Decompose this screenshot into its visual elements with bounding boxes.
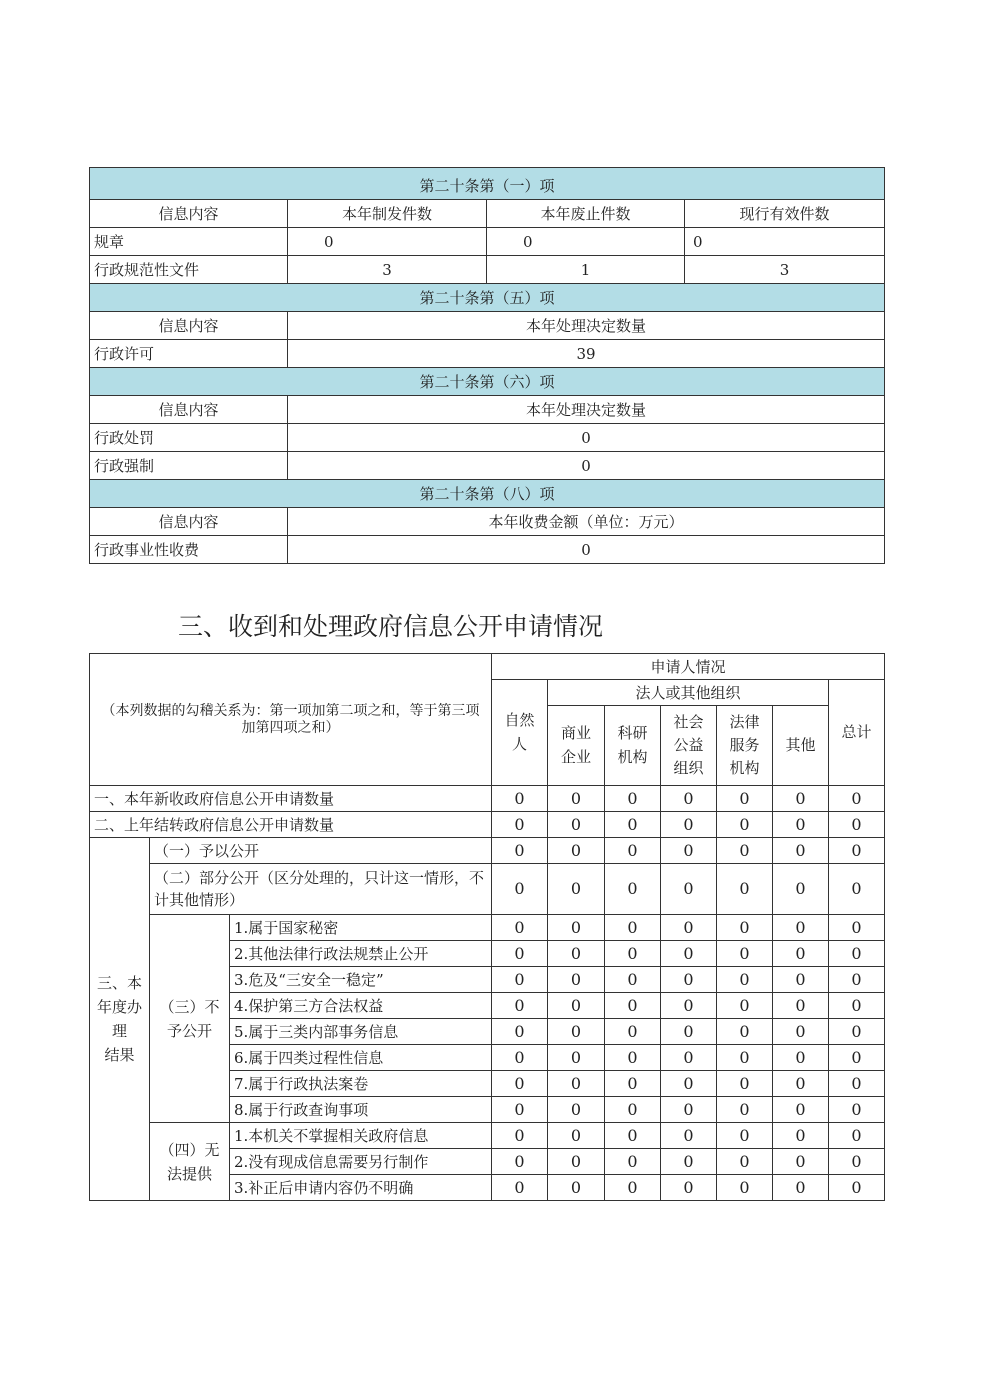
count-cell: 0 xyxy=(605,864,661,915)
count-cell: 0 xyxy=(605,967,661,993)
count-cell: 0 xyxy=(717,1071,773,1097)
count-cell: 0 xyxy=(717,993,773,1019)
count-cell: 0 xyxy=(773,1019,829,1045)
table-row xyxy=(90,508,885,536)
count-cell: 0 xyxy=(773,1175,829,1201)
count-cell: 0 xyxy=(492,838,548,864)
count-cell: 0 xyxy=(548,941,605,967)
count-cell: 0 xyxy=(829,1097,885,1123)
table-row xyxy=(90,396,885,424)
count-cell: 0 xyxy=(661,864,717,915)
col-fees-header: 本年收费金额（单位：万元） xyxy=(288,508,885,536)
count-cell: 0 xyxy=(773,786,829,812)
col-info-header: 信息内容 xyxy=(90,312,288,340)
notopen-reason-label: 4.保护第三方合法权益 xyxy=(230,993,492,1019)
count-cell: 0 xyxy=(661,812,717,838)
col-valid-header: 现行有效件数 xyxy=(685,200,885,228)
count-cell: 0 xyxy=(661,1045,717,1071)
count-cell: 0 xyxy=(605,1149,661,1175)
count-cell: 0 xyxy=(773,941,829,967)
section-title: 三、收到和处理政府信息公开申请情况 xyxy=(178,612,604,641)
count-cell: 0 xyxy=(492,993,548,1019)
count-cell: 0 xyxy=(773,1097,829,1123)
article-6-title: 第二十条第（六）项 xyxy=(90,368,885,396)
count-cell: 0 xyxy=(717,1097,773,1123)
notopen-reason-label: 1.属于国家秘密 xyxy=(230,915,492,941)
legal-entity-header: 法人或其他组织 xyxy=(548,680,829,706)
other-header: 其他 xyxy=(773,706,829,786)
cell-value: 0 xyxy=(288,536,885,564)
count-cell: 0 xyxy=(661,1123,717,1149)
count-cell: 0 xyxy=(661,1149,717,1175)
count-cell: 0 xyxy=(548,1149,605,1175)
count-cell: 0 xyxy=(717,1123,773,1149)
count-cell: 0 xyxy=(661,1071,717,1097)
table-row xyxy=(90,786,885,812)
note-cell: （本列数据的勾稽关系为：第一项加第二项之和，等于第三项加第四项之和） xyxy=(90,654,492,786)
count-cell: 0 xyxy=(773,915,829,941)
count-cell: 0 xyxy=(717,864,773,915)
notopen-reason-label: 3.危及“三安全一稳定” xyxy=(230,967,492,993)
count-cell: 0 xyxy=(773,864,829,915)
count-cell: 0 xyxy=(605,915,661,941)
count-cell: 0 xyxy=(661,838,717,864)
table-row xyxy=(90,256,885,284)
count-cell: 0 xyxy=(661,967,717,993)
notopen-reason-label: 5.属于三类内部事务信息 xyxy=(230,1019,492,1045)
count-cell: 0 xyxy=(829,1071,885,1097)
count-cell: 0 xyxy=(492,864,548,915)
count-cell: 0 xyxy=(605,1175,661,1201)
count-cell: 0 xyxy=(605,993,661,1019)
count-cell: 0 xyxy=(605,812,661,838)
count-cell: 0 xyxy=(773,838,829,864)
unable-reason-label: 3.补正后申请内容仍不明确 xyxy=(230,1175,492,1201)
article-1-header-row xyxy=(90,168,885,200)
count-cell: 0 xyxy=(661,993,717,1019)
count-cell: 0 xyxy=(605,1123,661,1149)
count-cell: 0 xyxy=(548,812,605,838)
table-row xyxy=(90,340,885,368)
total-header: 总计 xyxy=(829,680,885,786)
article-5-header-row xyxy=(90,284,885,312)
article-8-title: 第二十条第（八）项 xyxy=(90,480,885,508)
count-cell: 0 xyxy=(548,1175,605,1201)
row-new-label: 一、本年新收政府信息公开申请数量 xyxy=(90,786,492,812)
count-cell: 0 xyxy=(605,1019,661,1045)
cell-value: 0 xyxy=(288,452,885,480)
count-cell: 0 xyxy=(605,1071,661,1097)
table-row xyxy=(90,812,885,838)
count-cell: 0 xyxy=(661,1097,717,1123)
legal-service-header: 法律 服务 机构 xyxy=(717,706,773,786)
unable-reason-label: 2.没有现成信息需要另行制作 xyxy=(230,1149,492,1175)
count-cell: 0 xyxy=(605,941,661,967)
table-row xyxy=(90,452,885,480)
result-group-label: 三、本 年度办理 结果 xyxy=(90,838,150,1201)
count-cell: 0 xyxy=(717,1175,773,1201)
count-cell: 0 xyxy=(605,786,661,812)
cell-value: 0 xyxy=(288,228,487,256)
count-cell: 0 xyxy=(717,1149,773,1175)
count-cell: 0 xyxy=(548,1071,605,1097)
article-6-header-row xyxy=(90,368,885,396)
count-cell: 0 xyxy=(717,967,773,993)
count-cell: 0 xyxy=(829,915,885,941)
count-cell: 0 xyxy=(661,941,717,967)
applicant-header: 申请人情况 xyxy=(492,654,885,680)
count-cell: 0 xyxy=(717,915,773,941)
count-cell: 0 xyxy=(717,941,773,967)
table-row xyxy=(90,312,885,340)
table-row xyxy=(90,536,885,564)
info-table-article-20 xyxy=(89,167,885,564)
count-cell: 0 xyxy=(773,812,829,838)
row-label: 行政强制 xyxy=(90,452,288,480)
application-stats-table xyxy=(89,653,885,1201)
count-cell: 0 xyxy=(548,786,605,812)
count-cell: 0 xyxy=(548,864,605,915)
count-cell: 0 xyxy=(829,993,885,1019)
count-cell: 0 xyxy=(661,1019,717,1045)
col-info-header: 信息内容 xyxy=(90,200,288,228)
cell-value: 0 xyxy=(685,228,885,256)
count-cell: 0 xyxy=(829,812,885,838)
table-row xyxy=(90,1123,885,1149)
count-cell: 0 xyxy=(773,1149,829,1175)
notopen-reason-label: 7.属于行政执法案卷 xyxy=(230,1071,492,1097)
row-label: 规章 xyxy=(90,228,288,256)
result-partial-label: （二）部分公开（区分处理的，只计这一情形，不计其他情形） xyxy=(150,864,492,915)
count-cell: 0 xyxy=(492,1045,548,1071)
count-cell: 0 xyxy=(773,993,829,1019)
count-cell: 0 xyxy=(773,1071,829,1097)
count-cell: 0 xyxy=(605,1045,661,1071)
count-cell: 0 xyxy=(829,1123,885,1149)
cell-value: 3 xyxy=(685,256,885,284)
count-cell: 0 xyxy=(492,915,548,941)
article-8-header-row xyxy=(90,480,885,508)
result-unable-label: （四）无 法提供 xyxy=(150,1123,230,1201)
count-cell: 0 xyxy=(492,1019,548,1045)
count-cell: 0 xyxy=(717,838,773,864)
count-cell: 0 xyxy=(605,838,661,864)
count-cell: 0 xyxy=(829,1019,885,1045)
count-cell: 0 xyxy=(548,1097,605,1123)
unable-reason-label: 1.本机关不掌握相关政府信息 xyxy=(230,1123,492,1149)
count-cell: 0 xyxy=(829,864,885,915)
count-cell: 0 xyxy=(548,993,605,1019)
count-cell: 0 xyxy=(548,838,605,864)
business-header: 商业 企业 xyxy=(548,706,605,786)
count-cell: 0 xyxy=(661,786,717,812)
count-cell: 0 xyxy=(492,1123,548,1149)
natural-person-header: 自然 人 xyxy=(492,680,548,786)
notopen-reason-label: 2.其他法律行政法规禁止公开 xyxy=(230,941,492,967)
count-cell: 0 xyxy=(492,967,548,993)
col-info-header: 信息内容 xyxy=(90,508,288,536)
table-row xyxy=(90,864,885,915)
col-issued-header: 本年制发件数 xyxy=(288,200,487,228)
count-cell: 0 xyxy=(492,1071,548,1097)
count-cell: 0 xyxy=(492,812,548,838)
cell-value: 1 xyxy=(487,256,685,284)
count-cell: 0 xyxy=(492,1175,548,1201)
count-cell: 0 xyxy=(829,838,885,864)
count-cell: 0 xyxy=(829,1175,885,1201)
count-cell: 0 xyxy=(548,1019,605,1045)
article-5-title: 第二十条第（五）项 xyxy=(90,284,885,312)
count-cell: 0 xyxy=(717,1045,773,1071)
table-row xyxy=(90,228,885,256)
cell-value: 39 xyxy=(288,340,885,368)
count-cell: 0 xyxy=(773,1123,829,1149)
result-open-label: （一）予以公开 xyxy=(150,838,492,864)
table-row xyxy=(90,838,885,864)
row-label: 行政规范性文件 xyxy=(90,256,288,284)
col-decisions-header: 本年处理决定数量 xyxy=(288,312,885,340)
count-cell: 0 xyxy=(548,967,605,993)
count-cell: 0 xyxy=(492,1097,548,1123)
count-cell: 0 xyxy=(829,967,885,993)
count-cell: 0 xyxy=(717,812,773,838)
count-cell: 0 xyxy=(548,915,605,941)
result-notopen-label: （三）不 予公开 xyxy=(150,915,230,1123)
count-cell: 0 xyxy=(492,941,548,967)
cell-value: 3 xyxy=(288,256,487,284)
count-cell: 0 xyxy=(661,1175,717,1201)
notopen-reason-label: 8.属于行政查询事项 xyxy=(230,1097,492,1123)
count-cell: 0 xyxy=(829,941,885,967)
count-cell: 0 xyxy=(548,1045,605,1071)
count-cell: 0 xyxy=(773,967,829,993)
row-label: 行政许可 xyxy=(90,340,288,368)
count-cell: 0 xyxy=(773,1045,829,1071)
count-cell: 0 xyxy=(661,915,717,941)
col-info-header: 信息内容 xyxy=(90,396,288,424)
col-abolished-header: 本年废止件数 xyxy=(487,200,685,228)
cell-value: 0 xyxy=(288,424,885,452)
count-cell: 0 xyxy=(492,1149,548,1175)
count-cell: 0 xyxy=(717,1019,773,1045)
count-cell: 0 xyxy=(605,1097,661,1123)
row-carry-label: 二、上年结转政府信息公开申请数量 xyxy=(90,812,492,838)
research-header: 科研 机构 xyxy=(605,706,661,786)
count-cell: 0 xyxy=(829,786,885,812)
count-cell: 0 xyxy=(717,786,773,812)
header-row xyxy=(90,654,885,680)
count-cell: 0 xyxy=(829,1149,885,1175)
col-decisions-header: 本年处理决定数量 xyxy=(288,396,885,424)
row-label: 行政事业性收费 xyxy=(90,536,288,564)
count-cell: 0 xyxy=(829,1045,885,1071)
article-1-title: 第二十条第（一）项 xyxy=(90,168,885,200)
table-row xyxy=(90,200,885,228)
table-row xyxy=(90,424,885,452)
row-label: 行政处罚 xyxy=(90,424,288,452)
notopen-reason-label: 6.属于四类过程性信息 xyxy=(230,1045,492,1071)
count-cell: 0 xyxy=(548,1123,605,1149)
cell-value: 0 xyxy=(487,228,685,256)
public-org-header: 社会 公益 组织 xyxy=(661,706,717,786)
count-cell: 0 xyxy=(492,786,548,812)
table-row xyxy=(90,915,885,941)
